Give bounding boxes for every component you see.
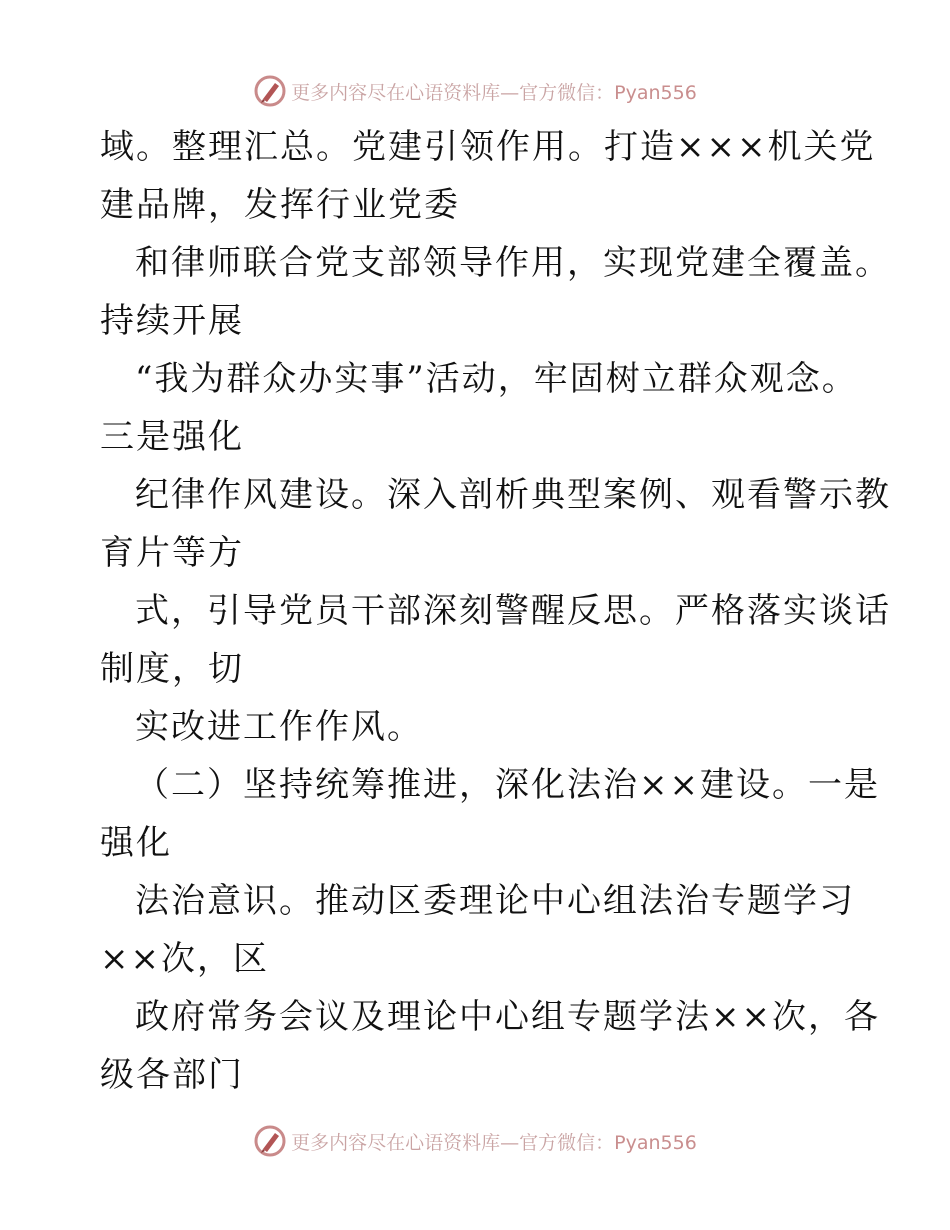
text-line: 式，引导党员干部深刻警醒反思。严格落实谈话 bbox=[135, 591, 891, 631]
text-line: 政府常务会议及理论中心组专题学法××次，各 bbox=[135, 997, 880, 1037]
text-line: 制度，切 bbox=[100, 649, 244, 689]
pen-nib-logo-icon bbox=[253, 74, 287, 108]
text-line: 实改进工作作风。 bbox=[135, 707, 423, 747]
watermark-wechat-id: Pyan556 bbox=[614, 1131, 697, 1154]
text-line: “我为群众办实事”活动，牢固树立群众观念。 bbox=[135, 359, 858, 399]
watermark-text bbox=[291, 78, 697, 105]
watermark-text bbox=[291, 1128, 697, 1155]
text-line: 和律师联合党支部领导作用，实现党建全覆盖。 bbox=[135, 243, 891, 283]
text-line: 三是强化 bbox=[100, 417, 244, 457]
header-watermark bbox=[0, 71, 950, 111]
watermark-banner bbox=[253, 74, 697, 108]
watermark-cn-text: 更多内容尽在心语资料库—官方微信： bbox=[291, 1131, 615, 1154]
pen-nib-logo-icon bbox=[253, 1124, 287, 1158]
watermark-cn-text: 更多内容尽在心语资料库—官方微信： bbox=[291, 81, 615, 104]
text-line: 建品牌，发挥行业党委 bbox=[100, 185, 460, 225]
text-line: 纪律作风建设。深入剖析典型案例、观看警示教 bbox=[135, 475, 891, 515]
text-line: 强化 bbox=[100, 823, 172, 863]
footer-watermark bbox=[0, 1121, 950, 1161]
text-line: 级各部门 bbox=[100, 1055, 244, 1095]
text-line: （二）坚持统筹推进，深化法治××建设。一是 bbox=[135, 765, 880, 805]
text-line: 域。整理汇总。党建引领作用。打造×××机关党 bbox=[100, 127, 876, 167]
text-line: ××次，区 bbox=[100, 939, 269, 979]
text-line: 育片等方 bbox=[100, 533, 244, 573]
text-line: 法治意识。推动区委理论中心组法治专题学习 bbox=[135, 881, 855, 921]
text-line: 持续开展 bbox=[100, 301, 244, 341]
watermark-banner bbox=[253, 1124, 697, 1158]
watermark-wechat-id: Pyan556 bbox=[614, 81, 697, 104]
